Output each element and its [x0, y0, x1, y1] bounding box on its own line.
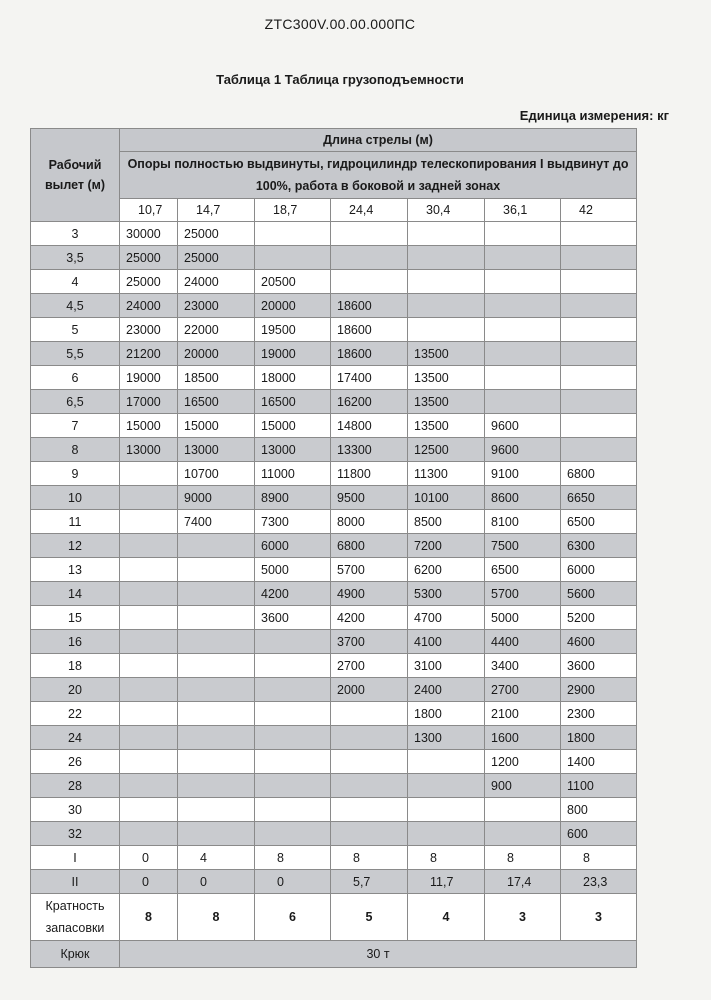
capacity-cell [120, 462, 178, 486]
capacity-cell: 17400 [331, 366, 408, 390]
capacity-cell [120, 486, 178, 510]
table-title: Таблица 1 Таблица грузоподъемности [216, 72, 464, 87]
capacity-cell: 9600 [485, 438, 561, 462]
capacity-cell: 20000 [255, 294, 331, 318]
capacity-cell [331, 726, 408, 750]
capacity-cell: 15000 [120, 414, 178, 438]
capacity-cell [561, 294, 637, 318]
capacity-cell: 14800 [331, 414, 408, 438]
unit-label: Единица измерения: кг [519, 108, 669, 123]
capacity-cell [408, 822, 485, 846]
capacity-cell: 1800 [561, 726, 637, 750]
capacity-cell: 2700 [331, 654, 408, 678]
table-row [31, 390, 637, 414]
capacity-cell: 25000 [120, 246, 178, 270]
telescope-label: I [31, 846, 120, 870]
capacity-cell: 20500 [255, 270, 331, 294]
capacity-cell [120, 582, 178, 606]
load-capacity-table [30, 128, 637, 968]
capacity-cell [485, 822, 561, 846]
capacity-cell: 18600 [331, 342, 408, 366]
capacity-cell [485, 318, 561, 342]
capacity-cell [120, 606, 178, 630]
capacity-cell: 4400 [485, 630, 561, 654]
capacity-cell: 25000 [120, 270, 178, 294]
capacity-cell [561, 246, 637, 270]
capacity-cell: 8900 [255, 486, 331, 510]
table-row [31, 342, 637, 366]
radius-cell: 7 [31, 414, 120, 438]
telescope-cell: 8 [331, 846, 408, 870]
telescope-row [31, 870, 637, 894]
capacity-cell [178, 678, 255, 702]
capacity-cell [120, 726, 178, 750]
capacity-cell: 15000 [255, 414, 331, 438]
radius-cell: 16 [31, 630, 120, 654]
radius-cell: 28 [31, 774, 120, 798]
capacity-cell [178, 630, 255, 654]
capacity-cell: 6800 [331, 534, 408, 558]
radius-cell: 6,5 [31, 390, 120, 414]
capacity-cell [485, 294, 561, 318]
reeving-cell: 5 [331, 894, 408, 941]
capacity-cell: 22000 [178, 318, 255, 342]
capacity-cell: 8500 [408, 510, 485, 534]
capacity-cell [561, 222, 637, 246]
capacity-cell [331, 774, 408, 798]
reeving-cell: 8 [178, 894, 255, 941]
capacity-cell [408, 222, 485, 246]
capacity-cell: 1200 [485, 750, 561, 774]
capacity-cell: 10700 [178, 462, 255, 486]
capacity-cell: 2700 [485, 678, 561, 702]
capacity-cell: 23000 [120, 318, 178, 342]
telescope-cell: 8 [255, 846, 331, 870]
capacity-cell: 6500 [561, 510, 637, 534]
capacity-cell [178, 750, 255, 774]
table-row [31, 630, 637, 654]
capacity-cell [485, 366, 561, 390]
capacity-cell [561, 366, 637, 390]
reeving-cell: 3 [485, 894, 561, 941]
radius-cell: 10 [31, 486, 120, 510]
table-row [31, 582, 637, 606]
capacity-cell [331, 750, 408, 774]
capacity-cell [178, 726, 255, 750]
capacity-cell: 7500 [485, 534, 561, 558]
table-row [31, 798, 637, 822]
capacity-cell [561, 270, 637, 294]
capacity-cell: 9100 [485, 462, 561, 486]
capacity-cell [120, 558, 178, 582]
boom-length-cell: 42 [561, 199, 637, 222]
capacity-cell: 18600 [331, 294, 408, 318]
capacity-cell [408, 798, 485, 822]
capacity-cell [408, 750, 485, 774]
table-row [31, 678, 637, 702]
capacity-cell: 2400 [408, 678, 485, 702]
capacity-cell [255, 774, 331, 798]
capacity-cell: 8100 [485, 510, 561, 534]
capacity-cell [408, 294, 485, 318]
capacity-cell: 30000 [120, 222, 178, 246]
capacity-cell [178, 774, 255, 798]
capacity-cell [178, 534, 255, 558]
capacity-cell: 21200 [120, 342, 178, 366]
capacity-cell: 19500 [255, 318, 331, 342]
radius-cell: 18 [31, 654, 120, 678]
capacity-cell: 2300 [561, 702, 637, 726]
table-row [31, 654, 637, 678]
capacity-cell: 10100 [408, 486, 485, 510]
capacity-cell: 16200 [331, 390, 408, 414]
capacity-cell [331, 798, 408, 822]
boom-length-cell: 14,7 [178, 199, 255, 222]
capacity-cell: 1300 [408, 726, 485, 750]
capacity-cell: 6000 [561, 558, 637, 582]
capacity-cell: 13500 [408, 390, 485, 414]
capacity-cell [561, 438, 637, 462]
reeving-row [31, 894, 637, 941]
capacity-cell [255, 750, 331, 774]
capacity-cell: 24000 [120, 294, 178, 318]
table-body [31, 222, 637, 968]
capacity-cell: 5700 [485, 582, 561, 606]
radius-cell: 5 [31, 318, 120, 342]
table-row [31, 510, 637, 534]
table-row [31, 414, 637, 438]
radius-cell: 15 [31, 606, 120, 630]
document-code: ZTC300V.00.00.000ПС [264, 16, 416, 32]
capacity-cell: 13000 [120, 438, 178, 462]
capacity-cell: 24000 [178, 270, 255, 294]
capacity-cell: 800 [561, 798, 637, 822]
capacity-cell [178, 606, 255, 630]
capacity-cell [120, 822, 178, 846]
capacity-cell: 19000 [120, 366, 178, 390]
telescope-label: II [31, 870, 120, 894]
capacity-cell [255, 654, 331, 678]
radius-cell: 30 [31, 798, 120, 822]
radius-cell: 4,5 [31, 294, 120, 318]
capacity-cell [485, 342, 561, 366]
capacity-cell: 7300 [255, 510, 331, 534]
capacity-cell: 6000 [255, 534, 331, 558]
boom-length-cell: 18,7 [255, 199, 331, 222]
table-row [31, 366, 637, 390]
boom-length-cell: 24,4 [331, 199, 408, 222]
telescope-cell: 5,7 [331, 870, 408, 894]
capacity-cell [120, 534, 178, 558]
capacity-cell: 13300 [331, 438, 408, 462]
table-row [31, 534, 637, 558]
capacity-cell [485, 222, 561, 246]
capacity-cell: 4100 [408, 630, 485, 654]
capacity-cell: 5000 [485, 606, 561, 630]
telescope-cell: 4 [178, 846, 255, 870]
telescope-cell: 23,3 [561, 870, 637, 894]
operating-condition: Опоры полностью выдвинуты, гидроцилиндр телескопирования I выдвинут до 100%, работа в боковой и задней зонах [120, 152, 637, 199]
table-row [31, 438, 637, 462]
capacity-cell [331, 822, 408, 846]
capacity-cell [178, 582, 255, 606]
radius-cell: 6 [31, 366, 120, 390]
capacity-cell: 13500 [408, 414, 485, 438]
radius-cell: 9 [31, 462, 120, 486]
boom-length-row [31, 199, 637, 222]
table-row [31, 558, 637, 582]
reeving-label: Кратность запасовки [31, 894, 120, 941]
boom-length-cell: 10,7 [120, 199, 178, 222]
radius-cell: 4 [31, 270, 120, 294]
capacity-cell: 7400 [178, 510, 255, 534]
telescope-cell: 8 [561, 846, 637, 870]
radius-cell: 3,5 [31, 246, 120, 270]
capacity-cell [331, 222, 408, 246]
reeving-cell: 4 [408, 894, 485, 941]
radius-cell: 12 [31, 534, 120, 558]
telescope-cell: 0 [120, 870, 178, 894]
table-row [31, 822, 637, 846]
radius-cell: 22 [31, 702, 120, 726]
capacity-cell: 4900 [331, 582, 408, 606]
capacity-cell: 15000 [178, 414, 255, 438]
telescope-cell: 8 [408, 846, 485, 870]
capacity-cell [255, 678, 331, 702]
capacity-cell: 9600 [485, 414, 561, 438]
capacity-cell [408, 246, 485, 270]
capacity-cell [255, 702, 331, 726]
boom-length-header: Длина стрелы (м) [120, 129, 637, 152]
capacity-cell: 5700 [331, 558, 408, 582]
table-row [31, 462, 637, 486]
capacity-cell: 8600 [485, 486, 561, 510]
capacity-cell [561, 414, 637, 438]
telescope-cell: 0 [255, 870, 331, 894]
capacity-cell: 3600 [561, 654, 637, 678]
table-row [31, 318, 637, 342]
table-row [31, 294, 637, 318]
capacity-cell [485, 246, 561, 270]
capacity-cell [561, 318, 637, 342]
capacity-cell [120, 750, 178, 774]
capacity-cell: 18000 [255, 366, 331, 390]
capacity-cell: 6200 [408, 558, 485, 582]
capacity-cell: 4700 [408, 606, 485, 630]
capacity-cell: 600 [561, 822, 637, 846]
capacity-cell [561, 390, 637, 414]
capacity-cell [120, 654, 178, 678]
radius-cell: 24 [31, 726, 120, 750]
boom-length-cell: 30,4 [408, 199, 485, 222]
capacity-cell: 1400 [561, 750, 637, 774]
capacity-cell [561, 342, 637, 366]
capacity-cell: 13000 [255, 438, 331, 462]
capacity-cell [120, 630, 178, 654]
capacity-cell: 2900 [561, 678, 637, 702]
capacity-cell: 6500 [485, 558, 561, 582]
reeving-cell: 8 [120, 894, 178, 941]
capacity-cell: 23000 [178, 294, 255, 318]
table-row [31, 726, 637, 750]
capacity-cell: 2000 [331, 678, 408, 702]
radius-cell: 14 [31, 582, 120, 606]
capacity-cell: 1600 [485, 726, 561, 750]
capacity-cell [485, 270, 561, 294]
table-row [31, 486, 637, 510]
capacity-cell [255, 798, 331, 822]
capacity-cell: 11000 [255, 462, 331, 486]
capacity-cell: 4600 [561, 630, 637, 654]
capacity-cell: 2100 [485, 702, 561, 726]
capacity-cell: 17000 [120, 390, 178, 414]
capacity-cell [120, 798, 178, 822]
capacity-cell [408, 270, 485, 294]
table-row [31, 246, 637, 270]
capacity-cell: 9500 [331, 486, 408, 510]
hook-row [31, 941, 637, 968]
reeving-cell: 3 [561, 894, 637, 941]
capacity-cell: 25000 [178, 222, 255, 246]
table-row [31, 606, 637, 630]
telescope-cell: 0 [120, 846, 178, 870]
radius-cell: 5,5 [31, 342, 120, 366]
boom-length-cell: 36,1 [485, 199, 561, 222]
capacity-cell: 13000 [178, 438, 255, 462]
telescope-cell: 17,4 [485, 870, 561, 894]
capacity-cell: 4200 [255, 582, 331, 606]
capacity-cell [255, 726, 331, 750]
capacity-cell [255, 630, 331, 654]
radius-cell: 11 [31, 510, 120, 534]
table-row [31, 270, 637, 294]
radius-cell: 3 [31, 222, 120, 246]
table-row [31, 702, 637, 726]
capacity-cell [485, 798, 561, 822]
table-row [31, 222, 637, 246]
capacity-cell [331, 702, 408, 726]
capacity-cell [485, 390, 561, 414]
telescope-cell: 8 [485, 846, 561, 870]
capacity-cell [255, 246, 331, 270]
capacity-cell [120, 774, 178, 798]
radius-cell: 26 [31, 750, 120, 774]
radius-header: Рабочий вылет (м) [31, 129, 120, 222]
capacity-cell: 20000 [178, 342, 255, 366]
table-row [31, 774, 637, 798]
capacity-cell: 3400 [485, 654, 561, 678]
capacity-cell [408, 774, 485, 798]
capacity-cell [178, 654, 255, 678]
capacity-cell [178, 822, 255, 846]
capacity-cell: 5600 [561, 582, 637, 606]
capacity-cell: 7200 [408, 534, 485, 558]
capacity-cell: 6300 [561, 534, 637, 558]
capacity-cell: 11800 [331, 462, 408, 486]
capacity-cell: 1100 [561, 774, 637, 798]
capacity-cell: 16500 [178, 390, 255, 414]
hook-value: 30 т [120, 941, 637, 968]
capacity-cell [408, 318, 485, 342]
capacity-cell [120, 510, 178, 534]
capacity-cell [255, 822, 331, 846]
radius-cell: 13 [31, 558, 120, 582]
capacity-cell: 12500 [408, 438, 485, 462]
reeving-cell: 6 [255, 894, 331, 941]
capacity-cell: 5200 [561, 606, 637, 630]
capacity-cell: 11300 [408, 462, 485, 486]
capacity-cell [331, 270, 408, 294]
capacity-cell: 5300 [408, 582, 485, 606]
table-row [31, 750, 637, 774]
hook-label: Крюк [31, 941, 120, 968]
radius-cell: 32 [31, 822, 120, 846]
capacity-cell: 1800 [408, 702, 485, 726]
telescope-cell: 0 [178, 870, 255, 894]
capacity-cell: 3700 [331, 630, 408, 654]
capacity-cell: 9000 [178, 486, 255, 510]
capacity-cell: 3600 [255, 606, 331, 630]
capacity-cell: 13500 [408, 342, 485, 366]
capacity-cell: 6800 [561, 462, 637, 486]
capacity-cell: 5000 [255, 558, 331, 582]
capacity-cell: 6650 [561, 486, 637, 510]
capacity-cell: 18500 [178, 366, 255, 390]
capacity-cell [120, 702, 178, 726]
capacity-cell: 3100 [408, 654, 485, 678]
capacity-cell: 900 [485, 774, 561, 798]
capacity-cell: 4200 [331, 606, 408, 630]
capacity-cell: 18600 [331, 318, 408, 342]
radius-cell: 20 [31, 678, 120, 702]
capacity-cell: 8000 [331, 510, 408, 534]
capacity-cell [120, 678, 178, 702]
capacity-cell: 19000 [255, 342, 331, 366]
capacity-cell [178, 702, 255, 726]
radius-cell: 8 [31, 438, 120, 462]
capacity-cell: 16500 [255, 390, 331, 414]
capacity-cell [331, 246, 408, 270]
capacity-cell [178, 558, 255, 582]
telescope-cell: 11,7 [408, 870, 485, 894]
capacity-cell [178, 798, 255, 822]
capacity-cell: 13500 [408, 366, 485, 390]
capacity-cell: 25000 [178, 246, 255, 270]
capacity-cell [255, 222, 331, 246]
telescope-row [31, 846, 637, 870]
